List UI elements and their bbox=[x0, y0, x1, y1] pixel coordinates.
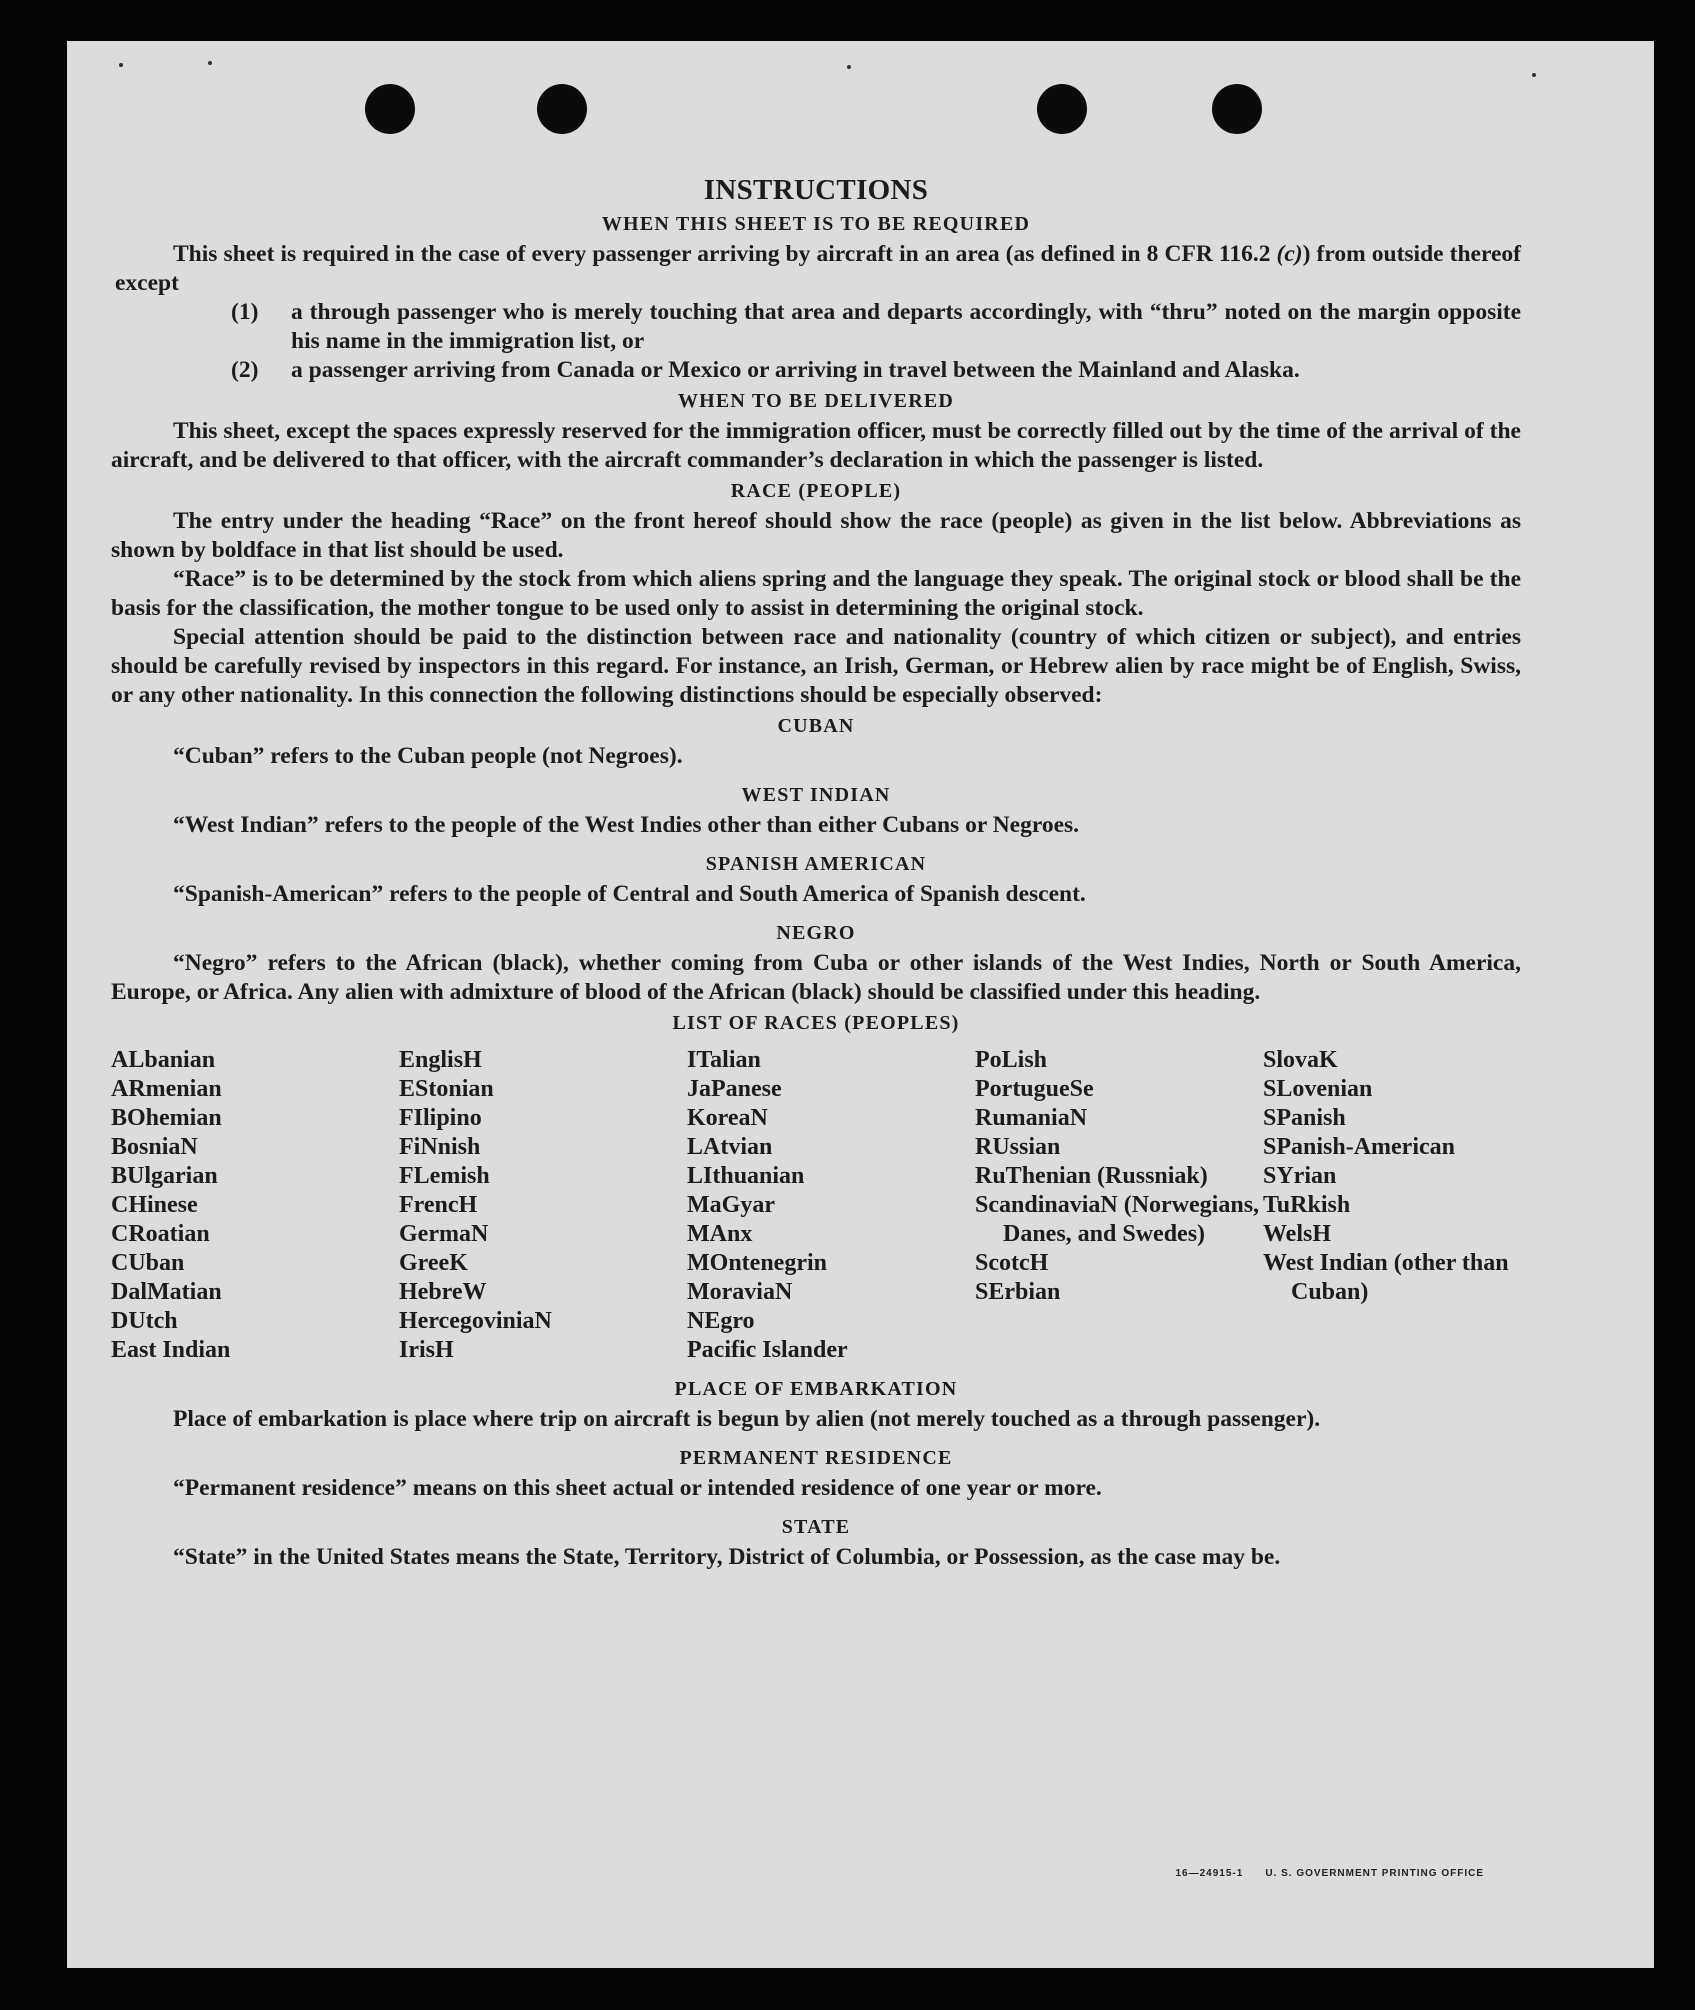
race-entry: MOntenegrin bbox=[687, 1250, 827, 1276]
race-entry: CUban bbox=[111, 1250, 185, 1276]
race-entry: GermaN bbox=[399, 1221, 489, 1247]
race-entry: Pacific Islander bbox=[687, 1337, 848, 1363]
race-entry: SErbian bbox=[975, 1279, 1061, 1305]
race-entry: WelsH bbox=[1263, 1221, 1332, 1247]
printer-code: 16—24915-1 bbox=[1175, 1868, 1244, 1879]
race-column bbox=[111, 1046, 399, 1365]
race-entry: FrencH bbox=[399, 1192, 478, 1218]
race-entry: TuRkish bbox=[1263, 1192, 1351, 1218]
delivered-text: This sheet, except the spaces expressly reserved for the immigration officer, must be correctly filled out by the time of the arrival of the aircraft, and be delivered to that officer, with the aircraft commander’s declaration in which the passenger is listed. bbox=[111, 418, 1521, 473]
race-paragraph-3: Special attention should be paid to the distinction between race and nationality (country of which citizen or subject), and entries should be carefully revised by inspectors in this regard. For instance, an Irish, German, or Hebrew alien by race might be of English, Swiss, or any other nationality. In this connection the following distinctions should be especially observed: bbox=[111, 624, 1521, 708]
race-entry: JaPanese bbox=[687, 1076, 782, 1102]
race-entry: FIlipino bbox=[399, 1105, 482, 1131]
exception-item bbox=[231, 298, 1521, 356]
race-entry: DalMatian bbox=[111, 1279, 222, 1305]
race-entry: MaGyar bbox=[687, 1192, 775, 1218]
exception-number: (2) bbox=[231, 357, 259, 383]
race-column bbox=[1263, 1046, 1513, 1365]
residence-text: “Permanent residence” means on this sheet actual or intended residence of one year or more. bbox=[173, 1475, 1102, 1501]
race-paragraph-2: “Race” is to be determined by the stock from which aliens spring and the language they speak. The original stock or blood shall be the basis for the classification, the mother tongue to be used only to assist in determining the original stock. bbox=[111, 566, 1521, 621]
race-entry: MAnx bbox=[687, 1221, 753, 1247]
spanish-american-text: “Spanish-American” refers to the people of Central and South America of Spanish descent. bbox=[173, 881, 1086, 907]
race-entry: BOhemian bbox=[111, 1105, 222, 1131]
required-intro-mid: ) from outside thereof bbox=[1302, 241, 1522, 267]
race-entry: ITalian bbox=[687, 1047, 761, 1073]
required-intro bbox=[115, 240, 1521, 298]
race-column bbox=[975, 1046, 1263, 1365]
race-entry: HebreW bbox=[399, 1279, 487, 1305]
instructions-content bbox=[111, 172, 1521, 1572]
race-list bbox=[111, 1046, 1521, 1365]
dust-speck bbox=[1532, 73, 1536, 77]
race-entry: LIthuanian bbox=[687, 1163, 805, 1189]
required-intro-except: except bbox=[115, 270, 179, 296]
race-entry: RuThenian (Russniak) bbox=[975, 1163, 1208, 1189]
page-title: INSTRUCTIONS bbox=[703, 174, 929, 206]
heading-embarkation: PLACE OF EMBARKATION bbox=[674, 1378, 958, 1400]
dust-speck bbox=[208, 61, 212, 65]
race-column bbox=[687, 1046, 975, 1365]
negro-text: “Negro” refers to the African (black), whether coming from Cuba or other islands of the West Indies, North or South America, Europe, or Africa. Any alien with admixture of blood of the African (black) should be classified under this heading. bbox=[111, 950, 1521, 1005]
race-p1-text: The entry under the heading “Race” on the front hereof should show the race (people) as given in the list below. Abbreviations as shown by bbox=[111, 508, 1521, 563]
required-intro-text: This sheet is required in the case of every passenger arriving by aircraft in an area (as defined in 8 CFR 116.2 bbox=[173, 241, 1277, 267]
punch-hole bbox=[537, 84, 587, 134]
race-entry: SlovaK bbox=[1263, 1047, 1338, 1073]
dust-speck bbox=[847, 65, 851, 69]
race-entry: BUlgarian bbox=[111, 1163, 218, 1189]
race-entry: ScandinaviaN (Norwegians, Danes, and Swedes) bbox=[975, 1192, 1260, 1247]
race-entry: FLemish bbox=[399, 1163, 490, 1189]
race-entry: LAtvian bbox=[687, 1134, 773, 1160]
race-p1-boldface: boldface bbox=[211, 537, 297, 563]
exception-text: a through passenger who is merely touching that area and departs accordingly, with “thru” noted on the margin opposite his name in the immigration list, or bbox=[291, 299, 1521, 354]
race-entry: HercegoviniaN bbox=[399, 1308, 552, 1334]
cuban-text: “Cuban” refers to the Cuban people (not Negroes). bbox=[173, 743, 683, 769]
heading-cuban: CUBAN bbox=[777, 715, 855, 737]
exception-text: a passenger arriving from Canada or Mexico or arriving in travel between the Mainland and Alaska. bbox=[291, 357, 1300, 383]
race-entry: GreeK bbox=[399, 1250, 468, 1276]
heading-permanent-residence: PERMANENT RESIDENCE bbox=[679, 1447, 953, 1469]
race-entry: East Indian bbox=[111, 1337, 231, 1363]
race-entry: KoreaN bbox=[687, 1105, 768, 1131]
race-entry: SPanish-American bbox=[1263, 1134, 1455, 1160]
heading-negro: NEGRO bbox=[776, 922, 856, 944]
heading-when-delivered: WHEN TO BE DELIVERED bbox=[677, 390, 955, 412]
heading-when-required: WHEN THIS SHEET IS TO BE REQUIRED bbox=[601, 213, 1031, 235]
printer-imprint bbox=[1175, 1859, 1484, 1888]
state-text: “State” in the United States means the State, Territory, District of Columbia, or Possession, as the case may be. bbox=[173, 1544, 1281, 1570]
race-entry: EStonian bbox=[399, 1076, 494, 1102]
punch-hole bbox=[1037, 84, 1087, 134]
heading-west-indian: WEST INDIAN bbox=[741, 784, 891, 806]
exception-item bbox=[231, 356, 1521, 385]
heading-state: STATE bbox=[781, 1516, 851, 1538]
printer-office: U. S. GOVERNMENT PRINTING OFFICE bbox=[1265, 1868, 1484, 1879]
required-intro-clause: (c) bbox=[1276, 241, 1303, 267]
race-entry: ScotcH bbox=[975, 1250, 1049, 1276]
race-entry: RUssian bbox=[975, 1134, 1061, 1160]
race-entry: DUtch bbox=[111, 1308, 178, 1334]
race-entry: West Indian (other than Cuban) bbox=[1263, 1250, 1509, 1305]
race-entry: BosniaN bbox=[111, 1134, 198, 1160]
race-paragraph-1 bbox=[111, 507, 1521, 565]
race-p1-tail: in that list should be used. bbox=[296, 537, 564, 563]
race-entry: RumaniaN bbox=[975, 1105, 1088, 1131]
race-entry: PortugueSe bbox=[975, 1076, 1094, 1102]
race-entry: SLovenian bbox=[1263, 1076, 1373, 1102]
race-entry: SYrian bbox=[1263, 1163, 1337, 1189]
embarkation-text: Place of embarkation is place where trip on aircraft is begun by alien (not merely touched as a through passenger). bbox=[173, 1406, 1321, 1432]
race-entry: CRoatian bbox=[111, 1221, 210, 1247]
punch-hole bbox=[365, 84, 415, 134]
race-entry: ALbanian bbox=[111, 1047, 216, 1073]
race-entry: PoLish bbox=[975, 1047, 1048, 1073]
heading-race: RACE (PEOPLE) bbox=[730, 480, 902, 502]
dust-speck bbox=[119, 63, 123, 67]
heading-list-of-races: LIST OF RACES (PEOPLES) bbox=[672, 1012, 960, 1034]
exception-number: (1) bbox=[231, 299, 259, 325]
west-indian-text: “West Indian” refers to the people of the West Indies other than either Cubans or Negroes. bbox=[173, 812, 1080, 838]
race-entry: ARmenian bbox=[111, 1076, 222, 1102]
race-entry: SPanish bbox=[1263, 1105, 1346, 1131]
race-column bbox=[399, 1046, 687, 1365]
race-entry: CHinese bbox=[111, 1192, 198, 1218]
heading-spanish-american: SPANISH AMERICAN bbox=[705, 853, 927, 875]
race-entry: NEgro bbox=[687, 1308, 755, 1334]
race-entry: MoraviaN bbox=[687, 1279, 793, 1305]
race-entry: FiNnish bbox=[399, 1134, 481, 1160]
race-entry: IrisH bbox=[399, 1337, 454, 1363]
instruction-sheet bbox=[67, 41, 1654, 1968]
race-entry: EnglisH bbox=[399, 1047, 482, 1073]
punch-hole bbox=[1212, 84, 1262, 134]
